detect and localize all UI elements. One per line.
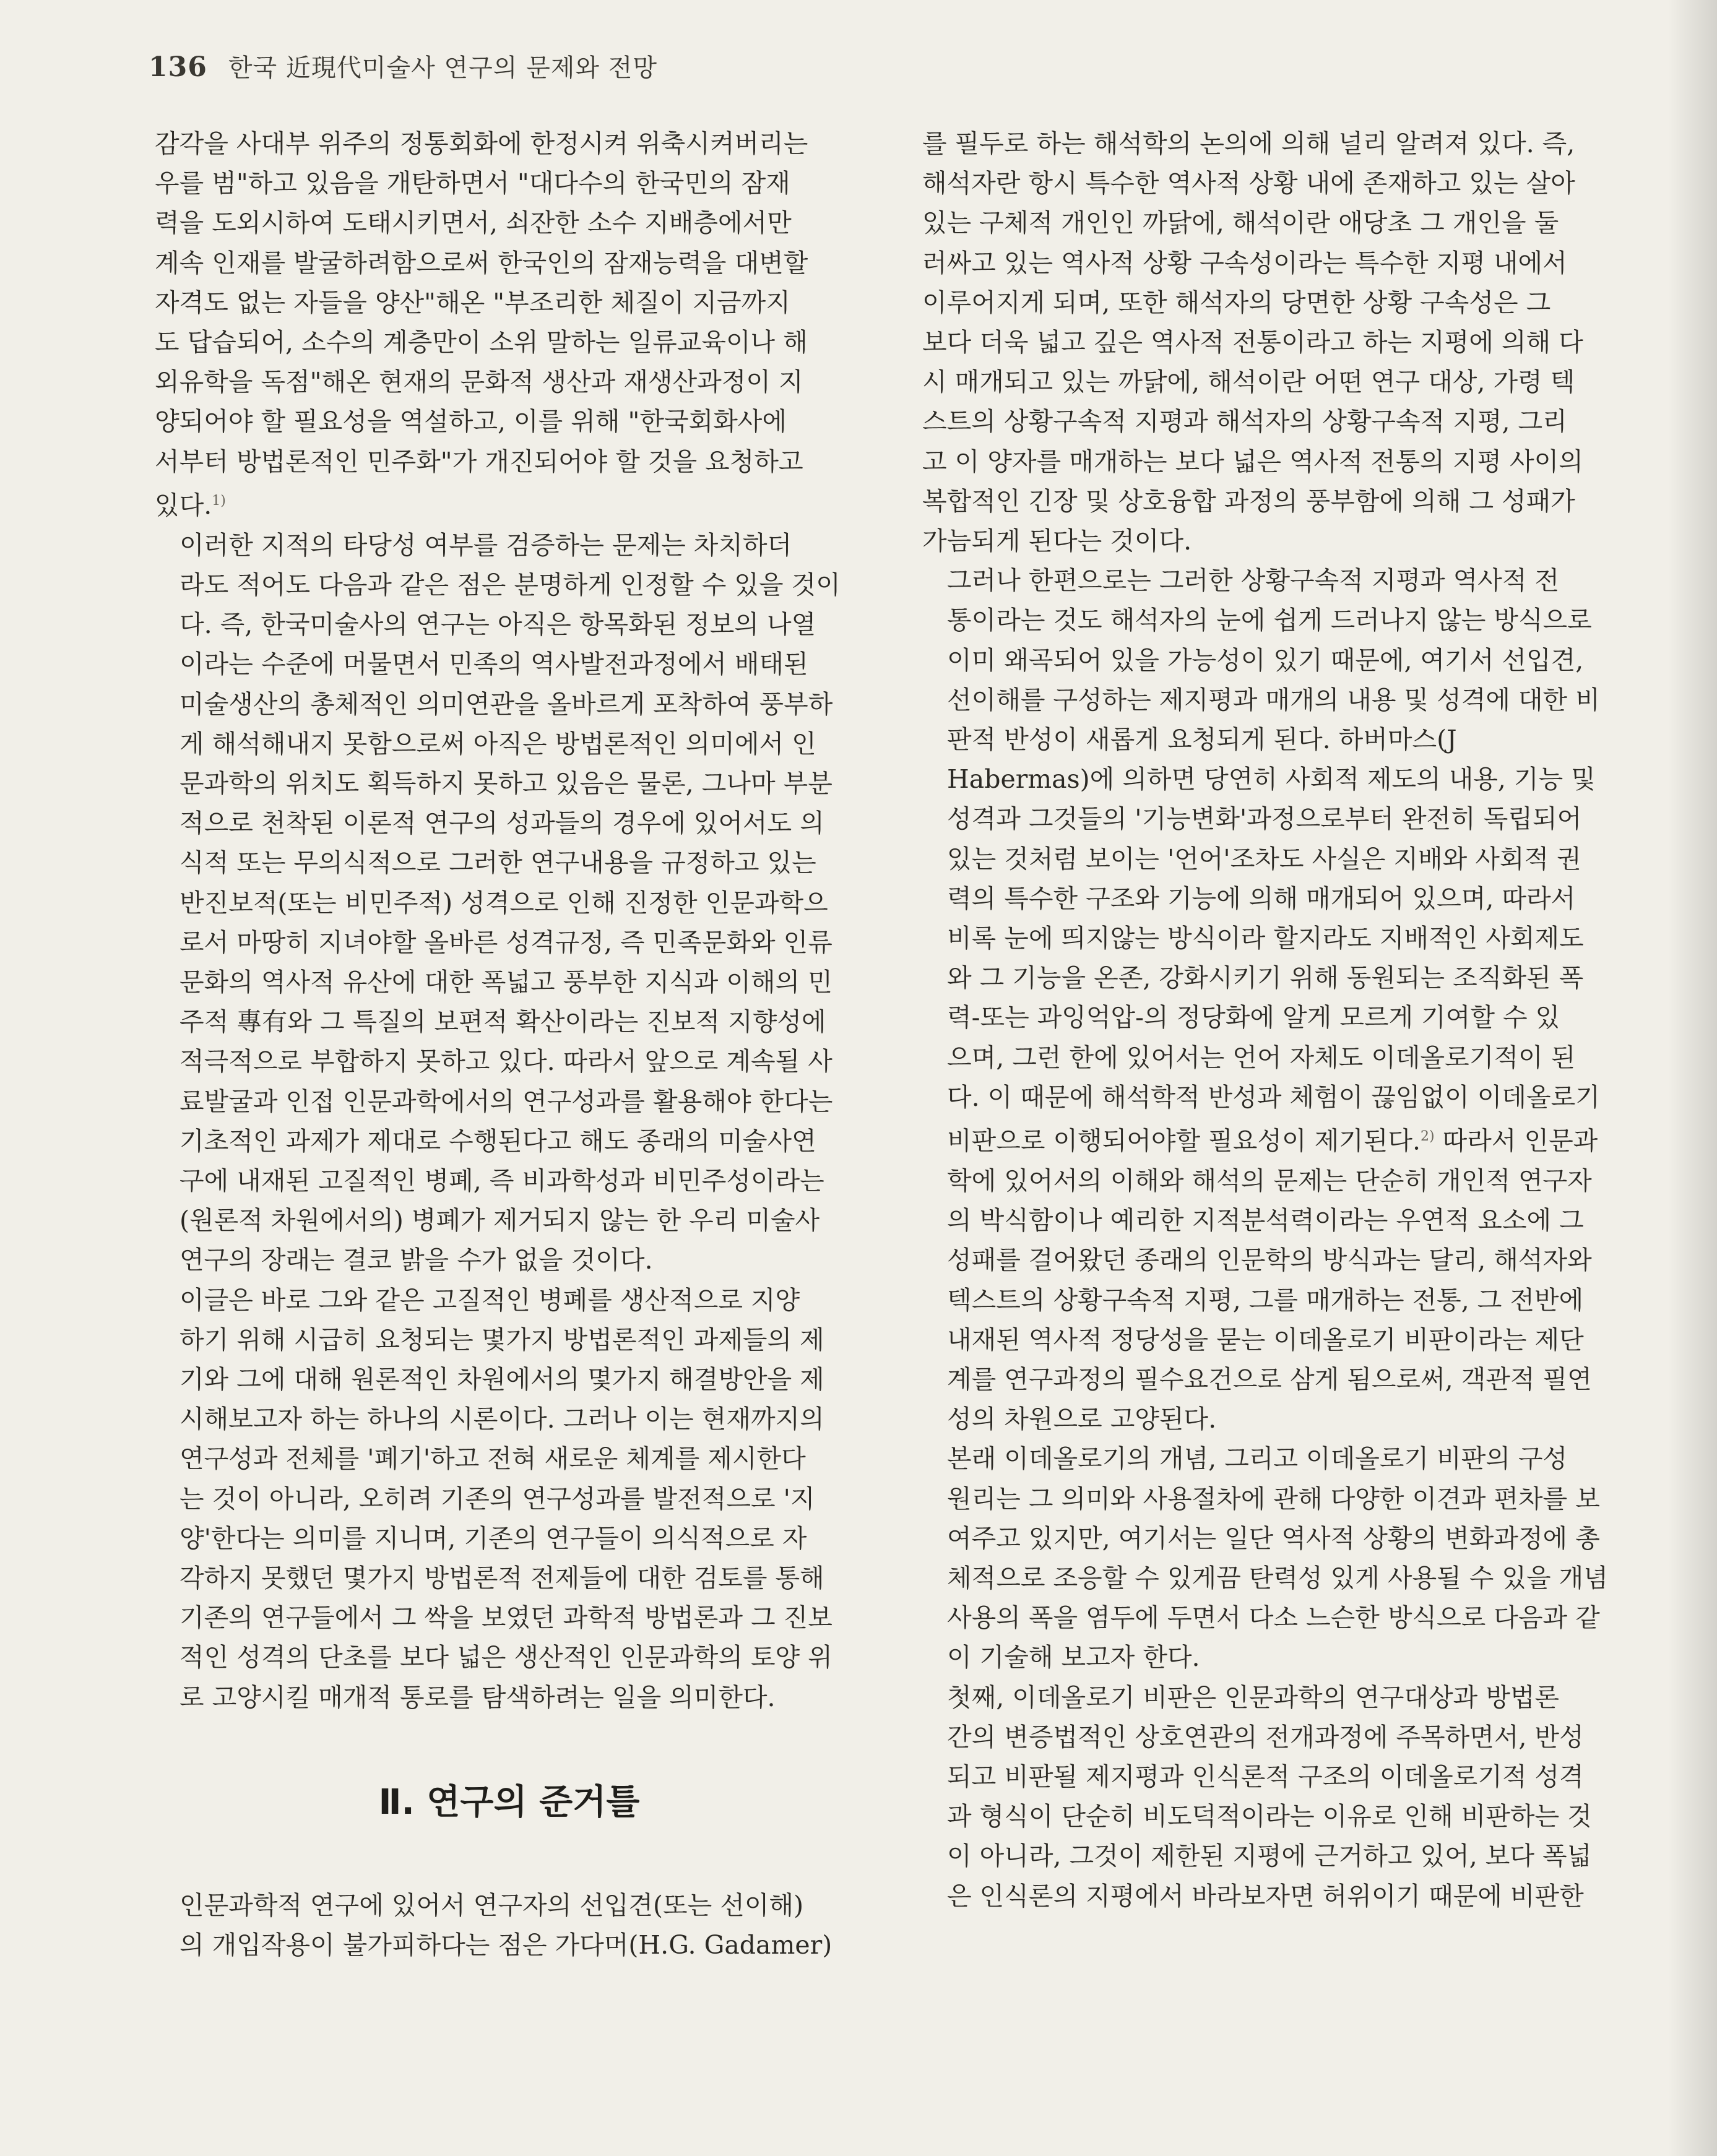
text-line: 식적 또는 무의식적으로 그러한 연구내용을 규정하고 있는 [179,848,816,878]
text-line: 게 해석해내지 못함으로써 아직은 방법론적인 의미에서 인 [179,728,816,759]
text-line: 이글은 바로 그와 같은 고질적인 병폐를 생산적으로 지양 [179,1285,800,1315]
text-line: 원리는 그 의미와 사용절차에 관해 다양한 이견과 편차를 보 [947,1483,1600,1514]
paragraph-left-2 [155,525,863,1280]
text-line: 첫째, 이데올로기 비판은 인문과학의 연구대상과 방법론 [947,1682,1560,1712]
paragraph-right-4 [922,1678,1640,1916]
text-segment: 비판으로 이행되어야할 필요성이 제기된다. [947,1126,1421,1156]
text-line: 고 이 양자를 매개하는 보다 넓은 역사적 전통의 지평 사이의 [922,446,1583,476]
text-line: 연구의 장래는 결코 밝을 수가 없을 것이다. [179,1245,653,1275]
text-line: 서부터 방법론적인 민주화"가 개진되어야 할 것을 요청하고 [155,446,803,476]
text-line: 본래 이데올로기의 개념, 그리고 이데올로기 비판의 구성 [947,1444,1568,1474]
text-line: 가늠되게 된다는 것이다. [922,526,1192,556]
text-line: 다. 즉, 한국미술사의 연구는 아직은 항목화된 정보의 나열 [179,610,816,640]
paragraph-right-2 [922,561,1640,1439]
text-line: 의 개입작용이 불가피하다는 점은 가다머(H.G. Gadamer) [179,1930,833,1960]
text-line: 라도 적어도 다음과 같은 점은 분명하게 인정할 수 있을 것이 [179,569,841,600]
text-line: 사용의 폭을 염두에 두면서 다소 느슨한 방식으로 다음과 같 [947,1603,1600,1633]
text-line: 기초적인 과제가 제대로 수행된다고 해도 종래의 미술사연 [179,1126,816,1156]
text-line: 로 고양시킬 매개적 통로를 탐색하려는 일을 의미한다. [179,1682,776,1712]
text-line: 판적 반성이 새롭게 요청되게 된다. 하버마스(J [947,725,1457,755]
text-line: 주적 專有와 그 특질의 보편적 확산이라는 진보적 지향성에 [179,1007,826,1037]
text-line: 으며, 그런 한에 있어서는 언어 자체도 이데올로기적이 된 [947,1042,1576,1072]
text-line: 로서 마땅히 지녀야할 올바른 성격규정, 즉 민족문화와 인류 [179,927,833,957]
text-line: 이 아니라, 그것이 제한된 지평에 근거하고 있어, 보다 폭넓 [947,1841,1592,1871]
text-line: 도 답습되어, 소수의 계층만이 소위 말하는 일류교육이나 해 [155,327,808,358]
text-line: 스트의 상황구속적 지평과 해석자의 상황구속적 지평, 그리 [922,407,1567,437]
text-line: 비록 눈에 띄지않는 방식이라 할지라도 지배적인 사회제도 [947,923,1584,954]
text-line: 하기 위해 시급히 요청되는 몇가지 방법론적인 과제들의 제 [179,1324,824,1355]
text-line: 그러나 한편으로는 그러한 상황구속적 지평과 역사적 전 [947,566,1560,596]
text-line: 구에 내재된 고질적인 병폐, 즉 비과학성과 비민주성이라는 [179,1165,824,1196]
text-line: 연구성과 전체를 '폐기'하고 전혀 새로운 체계를 제시한다 [179,1444,806,1474]
text-segment: 있다. [155,490,212,520]
text-line: 인문과학적 연구에 있어서 연구자의 선입견(또는 선이해) [179,1890,804,1920]
text-line: 반진보적(또는 비민주적) 성격으로 인해 진정한 인문과학으 [179,887,828,918]
text-line: 외유학을 독점"해온 현재의 문화적 생산과 재생산과정이 지 [155,367,803,397]
text-line: 성격과 그것들의 '기능변화'과정으로부터 완전히 독립되어 [947,804,1582,834]
running-header [149,48,657,84]
text-line: 우를 범"하고 있음을 개탄하면서 "대다수의 한국민의 잠재 [155,168,790,199]
text-line: 력-또는 과잉억압-의 정당화에 알게 모르게 기여할 수 있 [947,1003,1560,1033]
text-line: 학에 있어서의 이해와 해석의 문제는 단순히 개인적 연구자 [947,1165,1592,1196]
page-edge-shadow [1667,0,1717,2156]
page-number: 136 [149,51,207,83]
text-line: (원론적 차원에서의) 병폐가 제거되지 않는 한 우리 미술사 [179,1205,820,1236]
text-line: 문화의 역사적 유산에 대한 폭넓고 풍부한 지식과 이해의 민 [179,967,833,997]
text-line: 력을 도외시하여 도태시키면서, 쇠잔한 소수 지배층에서만 [155,208,792,238]
text-line: 양되어야 할 필요성을 역설하고, 이를 위해 "한국회화사에 [155,407,787,437]
text-segment: 따라서 인문과 [1434,1126,1598,1156]
text-line: 적인 성격의 단초를 보다 넓은 생산적인 인문과학의 토양 위 [179,1642,833,1673]
text-line: 있는 것처럼 보이는 '언어'조차도 사실은 지배와 사회적 권 [947,843,1581,874]
text-line: 는 것이 아니라, 오히려 기존의 연구성과를 발전적으로 '지 [179,1483,815,1514]
text-line: 적으로 천착된 이론적 연구의 성과들의 경우에 있어서도 의 [179,808,824,839]
text-line: 계를 연구과정의 필수요건으로 삼게 됨으로써, 객관적 필연 [947,1364,1592,1394]
text-line: 되고 비판될 제지평과 인식론적 구조의 이데올로기적 성격 [947,1761,1584,1792]
text-line: 이라는 수준에 머물면서 민족의 역사발전과정에서 배태된 [179,649,808,679]
text-line: 기와 그에 대해 원론적인 차원에서의 몇가지 해결방안을 제 [179,1364,824,1394]
footnote-marker: 2) [1421,1129,1435,1145]
running-title: 한국 近現代미술사 연구의 문제와 전망 [228,54,658,82]
text-line: 있는 구체적 개인인 까닭에, 해석이란 애당초 그 개인을 둘 [922,208,1559,238]
text-line: 다. 이 때문에 해석학적 반성과 체험이 끊임없이 이데올로기 [947,1082,1600,1112]
text-line: 적극적으로 부합하지 못하고 있다. 따라서 앞으로 계속될 사 [179,1046,833,1077]
text-line: 미술생산의 총체적인 의미연관을 올바르게 포착하여 풍부하 [179,689,833,719]
text-line: 료발굴과 인접 인문과학에서의 연구성과를 활용해야 한다는 [179,1086,833,1116]
paragraph-right-1 [922,124,1640,561]
text-line: 감각을 사대부 위주의 정통회화에 한정시켜 위축시켜버리는 [155,129,808,158]
text-line: 성의 차원으로 고양된다. [947,1404,1217,1434]
text-line: 여주고 있지만, 여기서는 일단 역사적 상황의 변화과정에 총 [947,1523,1600,1553]
left-column [155,124,863,1965]
text-line: 내재된 역사적 정당성을 묻는 이데올로기 비판이라는 제단 [947,1324,1584,1355]
text-line: 와 그 기능을 온존, 강화시키기 위해 동원되는 조직화된 폭 [947,963,1584,993]
text-line: 력의 특수한 구조와 기능에 의해 매개되어 있으며, 따라서 [947,883,1576,913]
paragraph-left-3 [155,1280,863,1717]
text-line: 양'한다는 의미를 지니며, 기존의 연구들이 의식적으로 자 [179,1523,807,1553]
text-line: 를 필두로 하는 해석학의 논의에 의해 널리 알려져 있다. 즉, [922,129,1575,158]
paragraph-right-3 [922,1439,1640,1677]
text-line: 시해보고자 하는 하나의 시론이다. 그러나 이는 현재까지의 [179,1404,824,1434]
text-line: 체적으로 조응할 수 있게끔 탄력성 있게 사용될 수 있을 개념 [947,1563,1608,1593]
text-line: 은 인식론의 지평에서 바라보자면 허위이기 때문에 비판한 [947,1881,1584,1911]
text-line: 이미 왜곡되어 있을 가능성이 있기 때문에, 여기서 선입견, [947,645,1584,675]
text-line-with-footnote [155,481,863,525]
paragraph-left-4 [155,1886,863,1965]
text-line: 선이해를 구성하는 제지평과 매개의 내용 및 성격에 대한 비 [947,684,1600,715]
text-line: 복합적인 긴장 및 상호융합 과정의 풍부함에 의해 그 성패가 [922,486,1575,516]
text-line: 기존의 연구들에서 그 싹을 보였던 과학적 방법론과 그 진보 [179,1603,833,1633]
text-line: 텍스트의 상황구속적 지평, 그를 매개하는 전통, 그 전반에 [947,1285,1584,1315]
text-line: Habermas)에 의하면 당연히 사회적 제도의 내용, 기능 및 [947,764,1596,795]
text-line: 의 박식함이나 예리한 지적분석력이라는 우연적 요소에 그 [947,1205,1584,1236]
text-line: 이루어지게 되며, 또한 해석자의 당면한 상황 구속성은 그 [922,287,1551,317]
text-line: 문과학의 위치도 획득하지 못하고 있음은 물론, 그나마 부분 [179,768,833,798]
footnote-marker: 1) [212,493,226,509]
text-line: 이러한 지적의 타당성 여부를 검증하는 문제는 차치하더 [179,530,792,560]
text-line: 계속 인재를 발굴하려함으로써 한국인의 잠재능력을 대변할 [155,248,808,278]
text-line: 시 매개되고 있는 까닭에, 해석이란 어떤 연구 대상, 가령 텍 [922,367,1575,397]
text-line: 보다 더욱 넓고 깊은 역사적 전통이라고 하는 지평에 의해 다 [922,327,1583,358]
section-heading: Ⅱ. 연구의 준거틀 [378,1782,640,1822]
text-line: 과 형식이 단순히 비도덕적이라는 이유로 인해 비판하는 것 [947,1801,1592,1832]
text-line: 이 기술해 보고자 한다. [947,1642,1200,1673]
text-line-with-footnote [922,1117,1640,1161]
paragraph-left-1 [155,124,863,525]
text-line: 성패를 걸어왔던 종래의 인문학의 방식과는 달리, 해석자와 [947,1245,1592,1275]
text-line: 해석자란 항시 특수한 역사적 상황 내에 존재하고 있는 살아 [922,168,1575,199]
text-line: 간의 변증법적인 상호연관의 전개과정에 주목하면서, 반성 [947,1722,1584,1752]
right-column [922,124,1640,1916]
text-line: 각하지 못했던 몇가지 방법론적 전제들에 대한 검토를 통해 [179,1563,824,1593]
text-line: 러싸고 있는 역사적 상황 구속성이라는 특수한 지평 내에서 [922,248,1567,278]
text-line: 자격도 없는 자들을 양산"해온 "부조리한 체질이 지금까지 [155,287,790,317]
text-line: 통이라는 것도 해석자의 눈에 쉽게 드러나지 않는 방식으로 [947,605,1592,636]
